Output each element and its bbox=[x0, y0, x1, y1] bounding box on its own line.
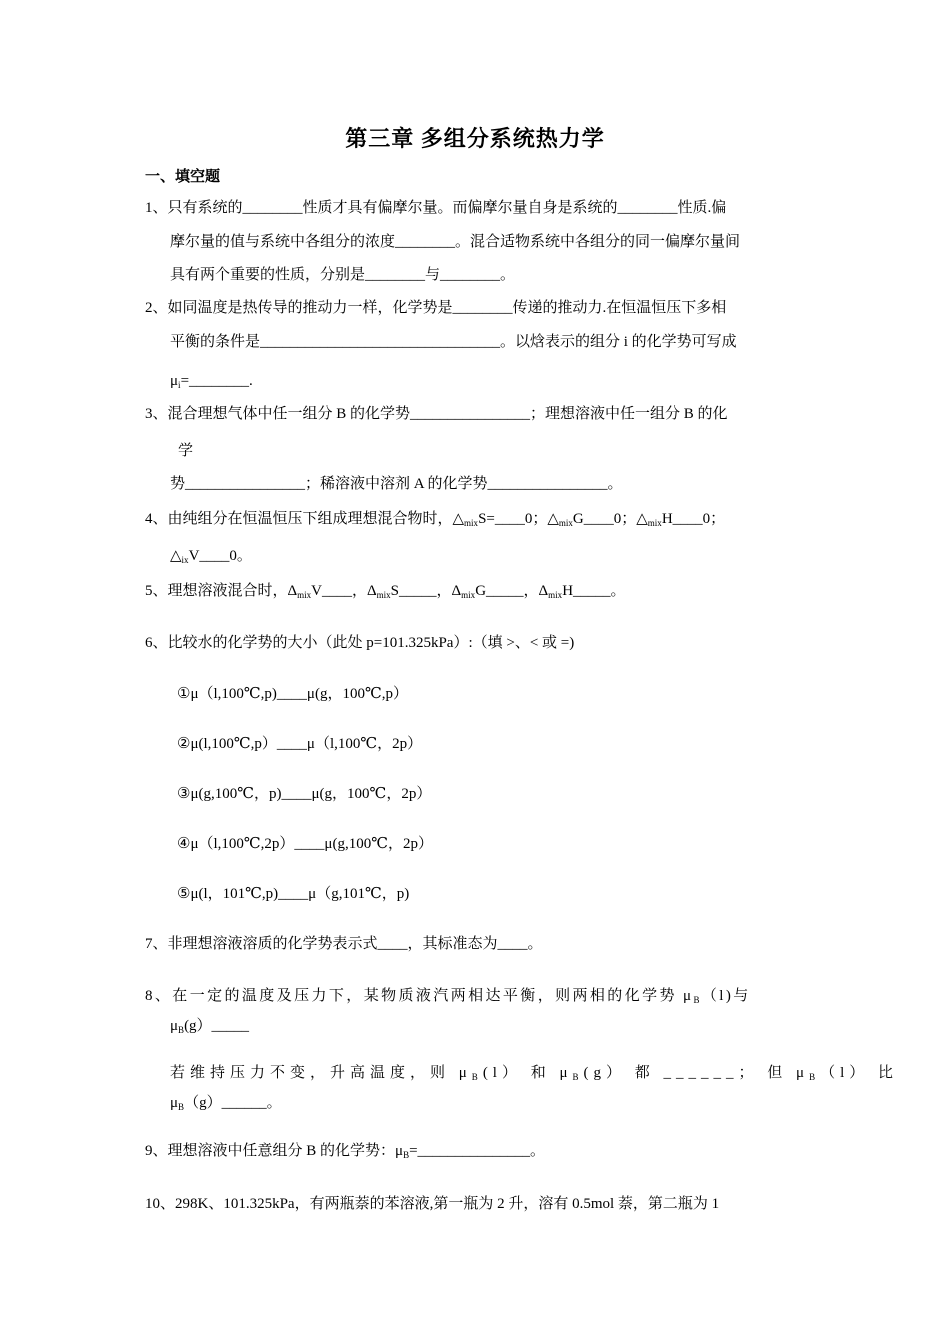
q10-line: 10、298K、101.325kPa，有两瓶萘的苯溶液,第一瓶为 2 升，溶有 0.5mol 萘，第二瓶为 1 bbox=[145, 1196, 720, 1212]
q1-line-1: 1、只有系统的________性质才具有偏摩尔量。而偏摩尔量自身是系统的________性质.偏 bbox=[145, 200, 727, 216]
q3-line-2: 学 bbox=[178, 443, 194, 459]
q2-line-3: $\mu_i=\_\_\_\_\_\_\_\_$. bbox=[170, 373, 253, 390]
q2-line-1: 2、如同温度是热传导的推动力一样，化学势是________传递的推动力.在恒温恒压下多相 bbox=[145, 300, 727, 316]
q4-line-1: 4、由纯组分在恒温恒压下组成理想混合物时，$\triangle_{mix}S=\_\_\_\_0$；$\triangle_{mix}G\_\_\_\_0$；$\triangle_{mix}H\_\_\_\_0$； bbox=[145, 511, 726, 528]
q3-line-3: 势________________；稀溶液中溶剂 A 的化学势________________。 bbox=[170, 476, 623, 492]
q4-line-2: $\triangle_{ix}V\_\_\_\_0$。 bbox=[170, 548, 252, 565]
q6-stem: 6、比较水的化学势的大小（此处 p=101.325kPa）:（填 >、< 或 =) bbox=[145, 635, 575, 651]
q5-line: 5、理想溶液混合时，$\Delta_{mix}V\_\_\_\_$，$\Delta_{mix}S\_\_\_\_\_$，$\Delta_{mix}G\_\_\_\_\_$，$\Delta_{mix}H\_\_\_\_\_$。 bbox=[145, 583, 626, 600]
q6-item-4: ④μ（l,100℃,2p）____μ(g,100℃，2p） bbox=[177, 836, 434, 852]
q1-line-3: 具有两个重要的性质，分别是________与________。 bbox=[170, 267, 516, 283]
q7-line: 7、非理想溶液溶质的化学势表示式____，其标准态为____。 bbox=[145, 936, 543, 952]
q6-item-1: ①μ（l,100℃,p)____μ(g，100℃,p） bbox=[177, 686, 408, 702]
q8-line-1: 8、在一定的温度及压力下，某物质液汽两相达平衡，则两相的化学势 $\mu_B(l)$与 bbox=[145, 988, 751, 1005]
q6-item-2: ②μ(l,100℃,p）____μ（l,100℃，2p） bbox=[177, 736, 423, 752]
q9-line: 9、理想溶液中任意组分 B 的化学势：$\mu_B=\_\_\_\_\_\_\_\_\_\_\_\_\_\_\_$。 bbox=[145, 1143, 546, 1160]
q8-line-3: 若维持压力不变，升高温度，则 $\mu_B(l)$ 和 $\mu_B(g)$ 都 ______； 但 $\mu_B(l)$ 比 bbox=[170, 1065, 899, 1082]
section-heading: 一、填空题 bbox=[145, 169, 221, 185]
q8-line-4: $\mu_B(g)\_\_\_\_\_\_$。 bbox=[170, 1095, 282, 1112]
q3-line-1: 3、混合理想气体中任一组分 B 的化学势________________；理想溶液中任一组分 B 的化 bbox=[145, 406, 728, 422]
chapter-title: 第三章 多组分系统热力学 bbox=[345, 126, 605, 151]
q2-line-2: 平衡的条件是________________________________。以焓表示的组分 i 的化学势可写成 bbox=[170, 334, 737, 350]
q1-line-2: 摩尔量的值与系统中各组分的浓度________。混合适物系统中各组分的同一偏摩尔量间 bbox=[170, 234, 741, 250]
q6-item-3: ③μ(g,100℃，p)____μ(g，100℃，2p） bbox=[177, 786, 432, 802]
q8-line-2: $\mu_B(g)\_\_\_\_\_$ bbox=[170, 1018, 250, 1035]
q6-item-5: ⑤μ(l，101℃,p)____μ（g,101℃，p) bbox=[177, 886, 410, 902]
